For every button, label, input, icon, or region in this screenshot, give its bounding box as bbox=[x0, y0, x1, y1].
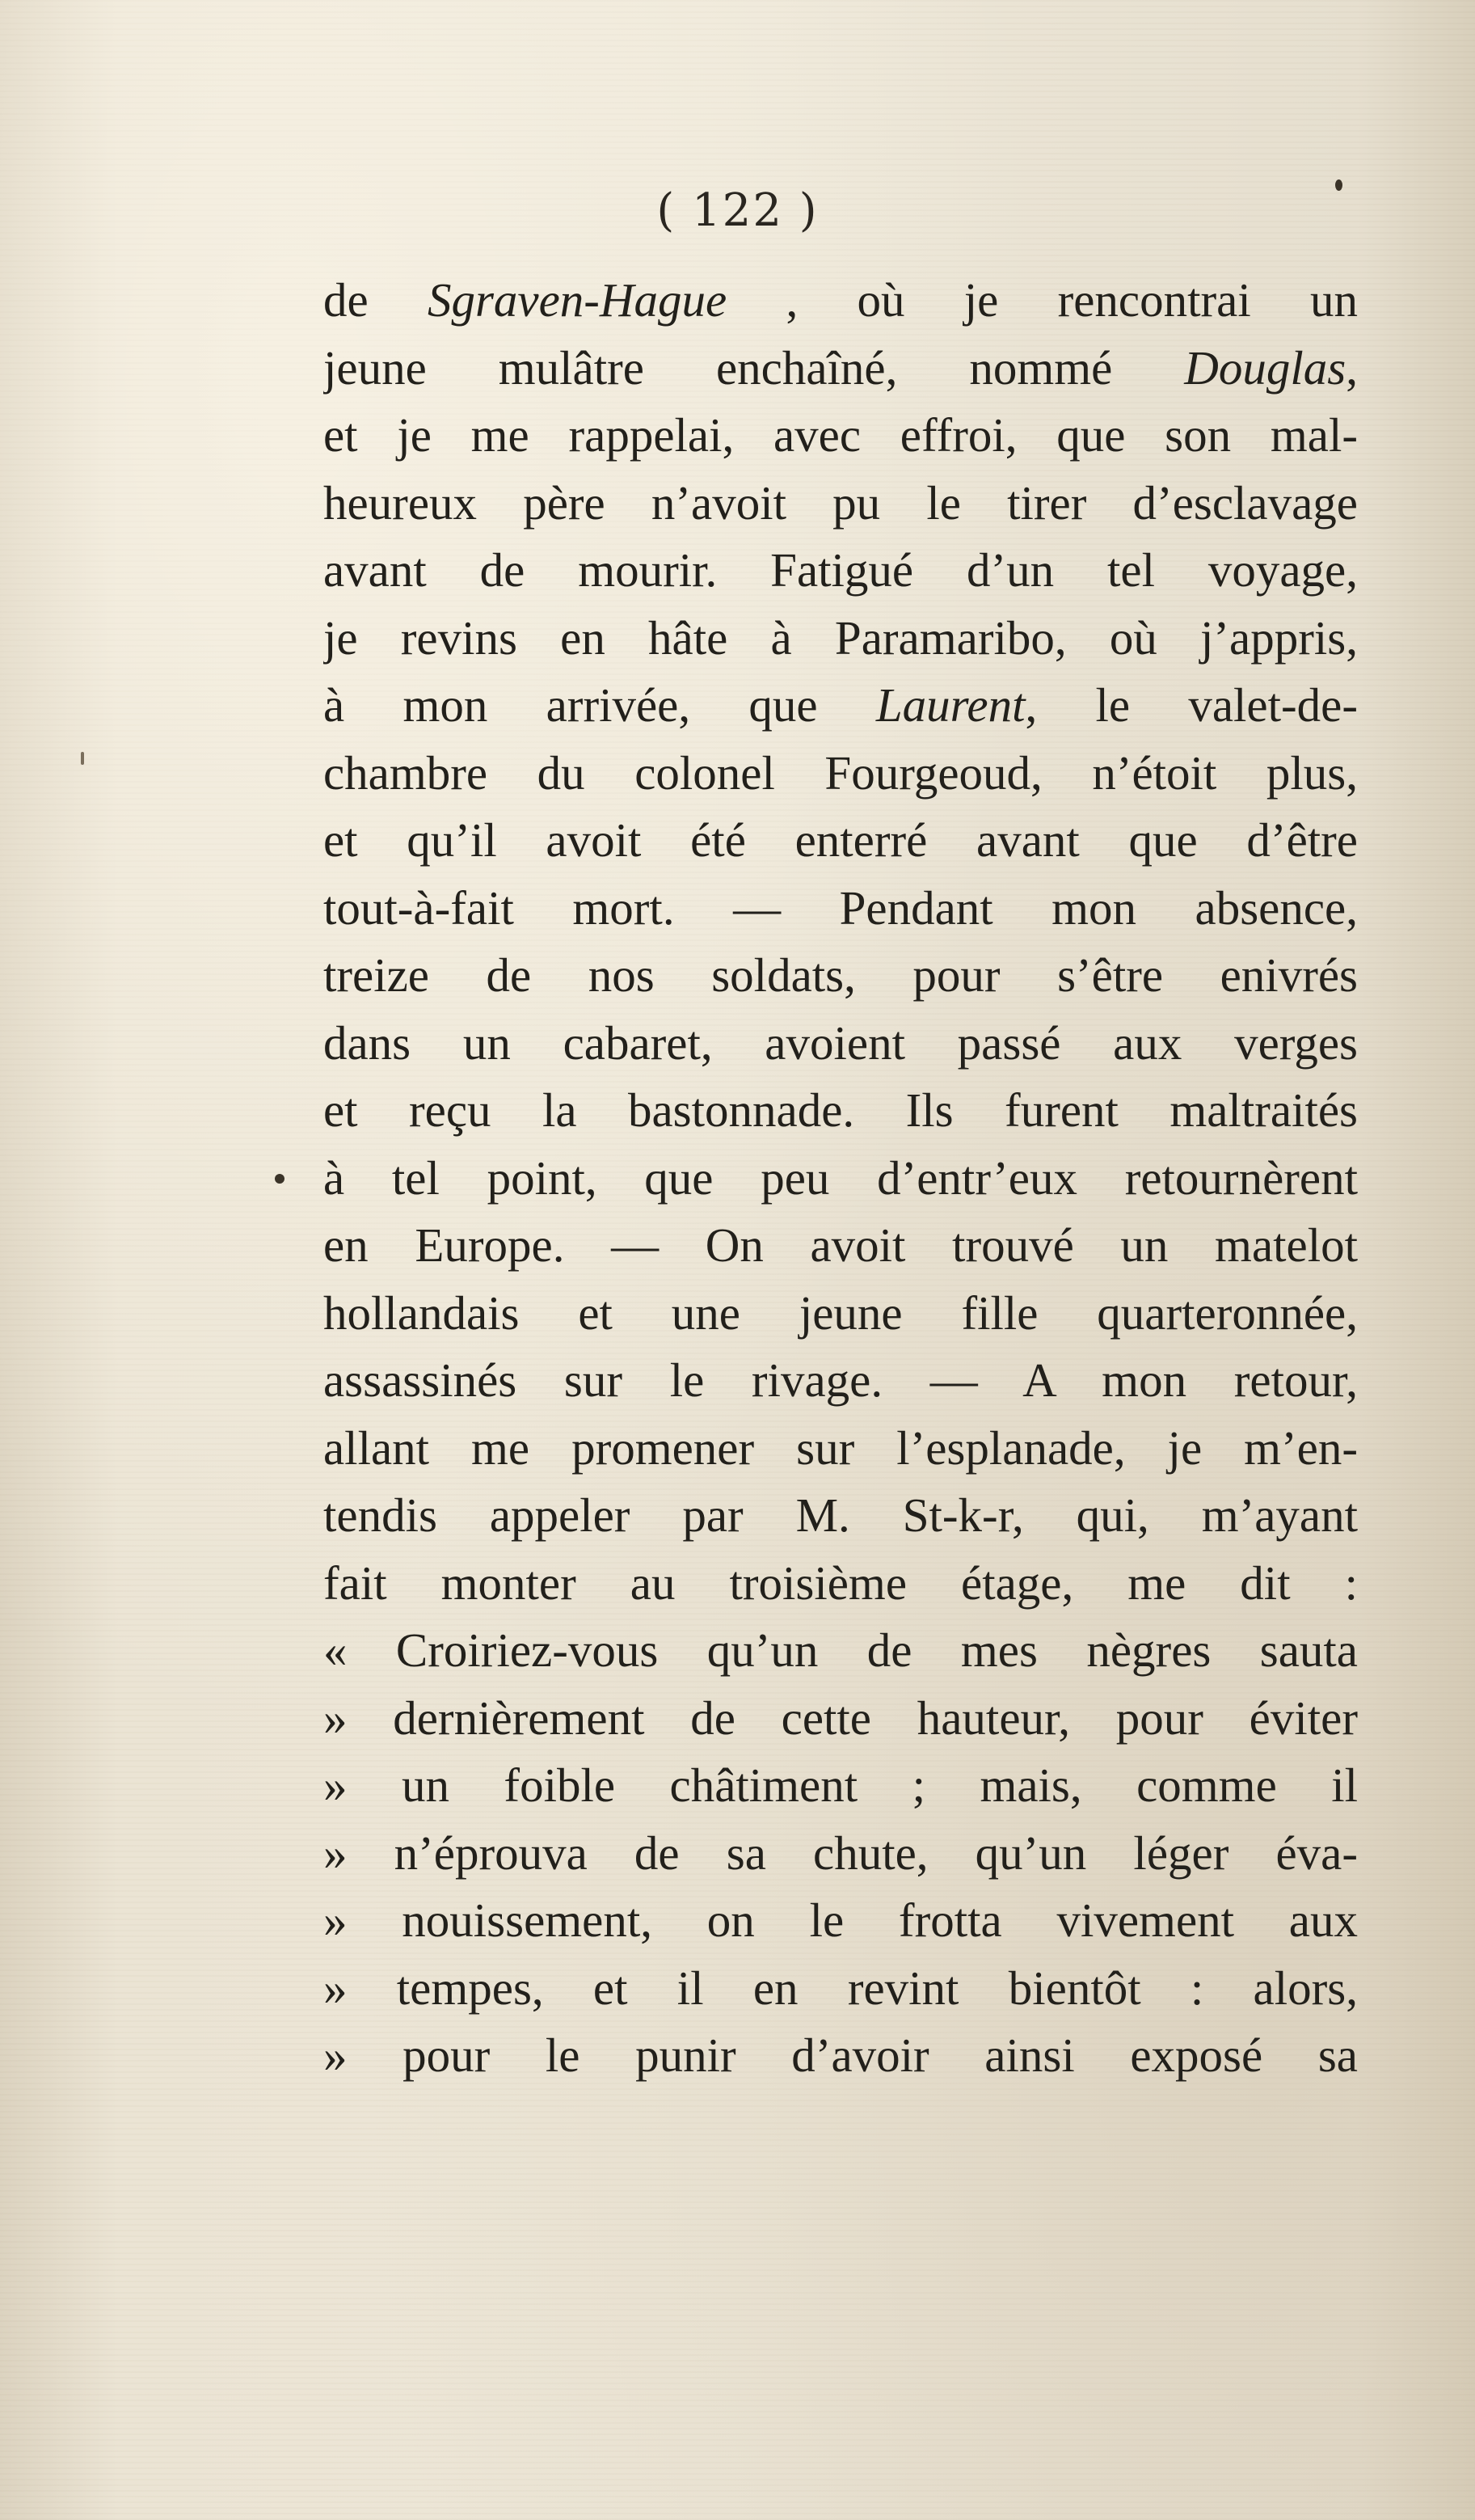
text-segment: de bbox=[323, 273, 428, 327]
text-segment: « Croiriez-vous qu’un de mes nègres sauta bbox=[323, 1623, 1358, 1677]
text-line bbox=[323, 1752, 1358, 1820]
text-segment: » pour le punir d’avoir ainsi exposé sa bbox=[323, 2028, 1358, 2082]
text-line bbox=[323, 1077, 1358, 1145]
text-segment: et qu’il avoit été enterré avant que d’être bbox=[323, 813, 1358, 867]
text-segment: je revins en hâte à Paramaribo, où j’appris, bbox=[323, 610, 1358, 665]
text-line bbox=[323, 335, 1358, 403]
text-segment: » nouissement, on le frotta vivement aux bbox=[323, 1893, 1358, 1947]
text-line bbox=[323, 875, 1358, 943]
ink-speck bbox=[81, 752, 84, 765]
text-segment: hollandais et une jeune fille quarteronnée, bbox=[323, 1285, 1358, 1340]
text-line bbox=[323, 470, 1358, 538]
italic-name: Sgraven-Hague bbox=[427, 273, 727, 327]
text-line bbox=[323, 1887, 1358, 1955]
ink-speck bbox=[1335, 179, 1342, 191]
text-segment: treize de nos soldats, pour s’être enivrés bbox=[323, 948, 1358, 1002]
text-line bbox=[323, 807, 1358, 875]
text-segment: , le valet-de- bbox=[1025, 678, 1358, 732]
text-line bbox=[323, 1550, 1358, 1618]
page-number: ( 122 ) bbox=[656, 184, 819, 237]
text-line bbox=[323, 1347, 1358, 1415]
text-segment: à mon arrivée, que bbox=[323, 678, 876, 732]
text-segment: , bbox=[1346, 340, 1358, 395]
text-line bbox=[323, 1280, 1358, 1348]
text-line bbox=[323, 1010, 1358, 1078]
text-segment: tendis appeler par M. St-k-r, qui, m’ayant bbox=[323, 1488, 1358, 1542]
text-segment: jeune mulâtre enchaîné, nommé bbox=[323, 340, 1185, 395]
text-segment: dans un cabaret, avoient passé aux verges bbox=[323, 1015, 1358, 1070]
text-segment: » n’éprouva de sa chute, qu’un léger éva- bbox=[323, 1826, 1358, 1880]
text-segment: fait monter au troisième étage, me dit : bbox=[323, 1555, 1358, 1610]
text-segment: , où je rencontrai un bbox=[727, 273, 1358, 327]
italic-name: Douglas bbox=[1184, 340, 1346, 395]
text-line bbox=[323, 1617, 1358, 1685]
text-segment: à tel point, que peu d’entr’eux retournèrent bbox=[323, 1150, 1358, 1205]
italic-name: Laurent bbox=[875, 678, 1026, 732]
text-segment: et je me rappelai, avec effroi, que son mal- bbox=[323, 408, 1358, 462]
text-line bbox=[323, 1820, 1358, 1888]
text-line bbox=[323, 1685, 1358, 1753]
text-segment: tout-à-fait mort. — Pendant mon absence, bbox=[323, 880, 1358, 935]
text-line bbox=[323, 672, 1358, 740]
text-line bbox=[323, 402, 1358, 470]
body-text bbox=[323, 267, 1358, 2090]
ink-speck bbox=[275, 1174, 284, 1184]
text-segment: assassinés sur le rivage. — A mon retour, bbox=[323, 1353, 1358, 1407]
text-segment: heureux père n’avoit pu le tirer d’esclavage bbox=[323, 475, 1358, 530]
text-segment: avant de mourir. Fatigué d’un tel voyage, bbox=[323, 543, 1358, 597]
text-line bbox=[323, 267, 1358, 335]
text-line bbox=[323, 1955, 1358, 2023]
text-segment: en Europe. — On avoit trouvé un matelot bbox=[323, 1218, 1358, 1272]
text-line bbox=[323, 1212, 1358, 1280]
text-line bbox=[323, 740, 1358, 808]
text-segment: » tempes, et il en revint bientôt : alors, bbox=[323, 1961, 1358, 2015]
text-segment: » dernièrement de cette hauteur, pour éviter bbox=[323, 1691, 1358, 1745]
text-line bbox=[323, 942, 1358, 1010]
text-line bbox=[323, 605, 1358, 673]
text-line bbox=[323, 1482, 1358, 1550]
text-segment: chambre du colonel Fourgeoud, n’étoit plus, bbox=[323, 745, 1358, 800]
text-segment: » un foible châtiment ; mais, comme il bbox=[323, 1758, 1358, 1812]
text-line bbox=[323, 1145, 1358, 1213]
text-line bbox=[323, 1415, 1358, 1483]
text-line bbox=[323, 537, 1358, 605]
text-segment: et reçu la bastonnade. Ils furent maltraités bbox=[323, 1083, 1358, 1137]
text-segment: allant me promener sur l’esplanade, je m’en- bbox=[323, 1420, 1358, 1475]
text-line bbox=[323, 2022, 1358, 2090]
